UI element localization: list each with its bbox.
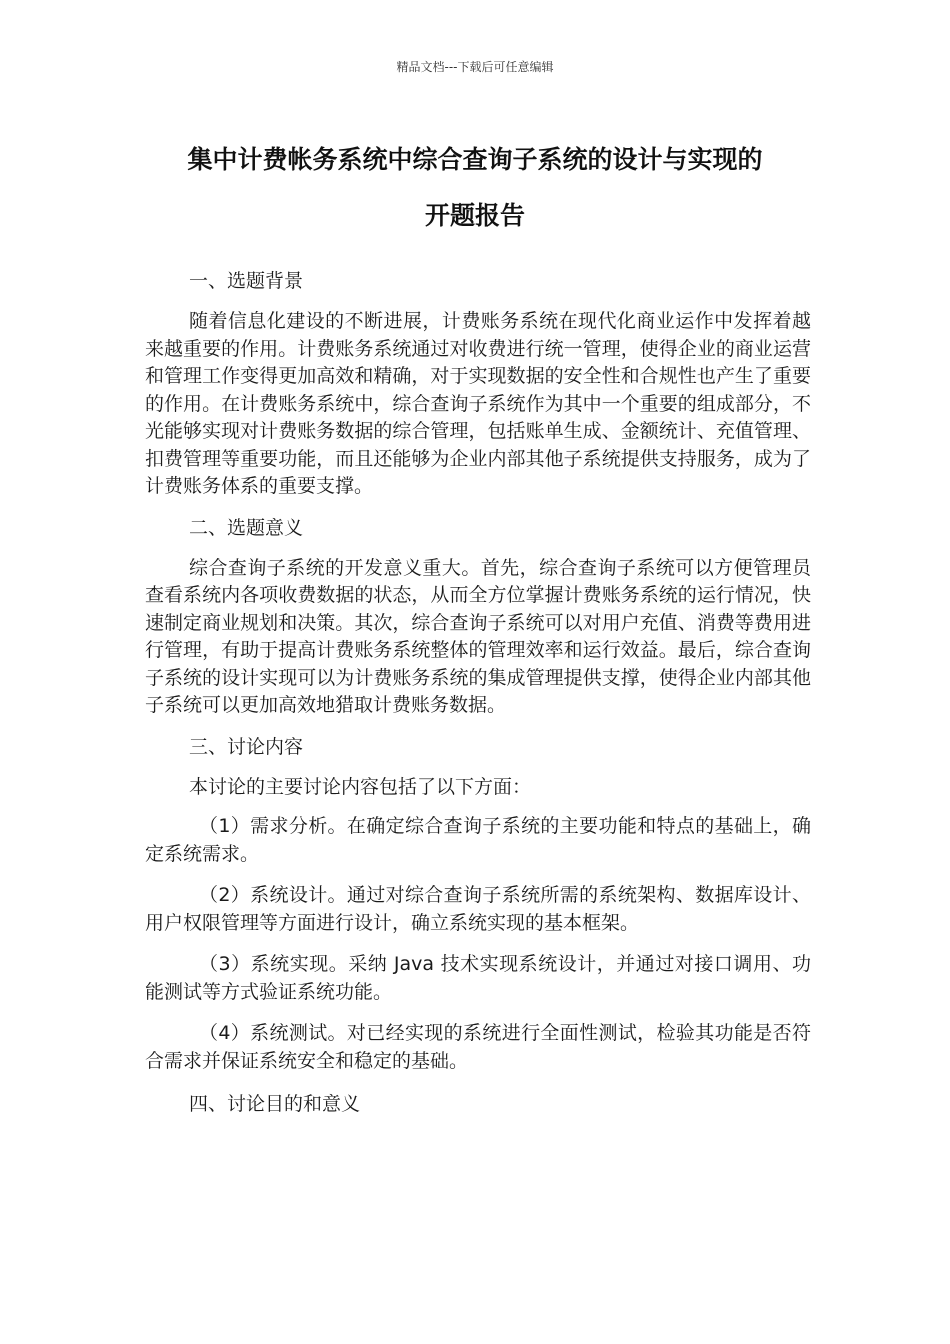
section-heading-background: 一、选题背景 [189, 270, 304, 292]
background-paragraph: 随着信息化建设的不断进展，计费账务系统在现代化商业运作中发挥着越来越重要的作用。计费账务系统通过对收费进行统一管理，使得企业的商业运营和管理工作变得更加高效和精确，对于实现数据的安全性和合规性也产生了重要的作用。在计费账务系统中，综合查询子系统作为其中一个重要的组成部分，不光能够实现对计费账务数据的综合管理，包括账单生成、金额统计、充值管理、扣费管理等重要功能，而且还能够为企业内部其他子系统提供支持服务，成为了计费账务体系的重要支撑。 [145, 310, 811, 497]
section-heading-research-content: 三、讨论内容 [189, 735, 304, 758]
section-heading-purpose: 四、讨论目的和意义 [189, 1093, 361, 1115]
section-heading-significance: 二、选题意义 [189, 516, 304, 539]
document-title-line-1: 集中计费帐务系统中综合查询子系统的设计与实现的 [187, 145, 763, 174]
significance-paragraph: 综合查询子系统的开发意义重大。首先，综合查询子系统可以方便管理员查看系统内各项收费数据的状态，从而全方位掌握计费账务系统的运行情况，快速制定商业规划和决策。其次，综合查询子系统可以对用户充值、消费等费用进行管理，有助于提高计费账务系统整体的管理效率和运行效益。最后，综合查询子系统的设计实现可以为计费账务系统的集成管理提供支撑，使得企业内部其他子系统可以更加高效地猎取计费账务数据。 [145, 556, 811, 716]
document-body [145, 266, 811, 1131]
research-content-intro: 本讨论的主要讨论内容包括了以下方面： [189, 775, 532, 798]
research-item-requirements: （1）需求分析。在确定综合查询子系统的主要功能和特点的基础上，确定系统需求。 [145, 815, 811, 865]
research-item-testing: （4）系统测试。对已经实现的系统进行全面性测试，检验其功能是否符合需求并保证系统安全和稳定的基础。 [145, 1022, 811, 1072]
research-item-implementation: （3）系统实现。采纳 Java 技术实现系统设计，并通过对接口调用、功能测试等方式验证系统功能。 [145, 953, 811, 1003]
header-note: 精品文档---下载后可任意编辑 [396, 60, 554, 74]
research-item-design: （2）系统设计。通过对综合查询子系统所需的系统架构、数据库设计、用户权限管理等方面进行设计，确立系统实现的基本框架。 [145, 884, 811, 934]
document-title-line-2: 开题报告 [424, 201, 525, 230]
